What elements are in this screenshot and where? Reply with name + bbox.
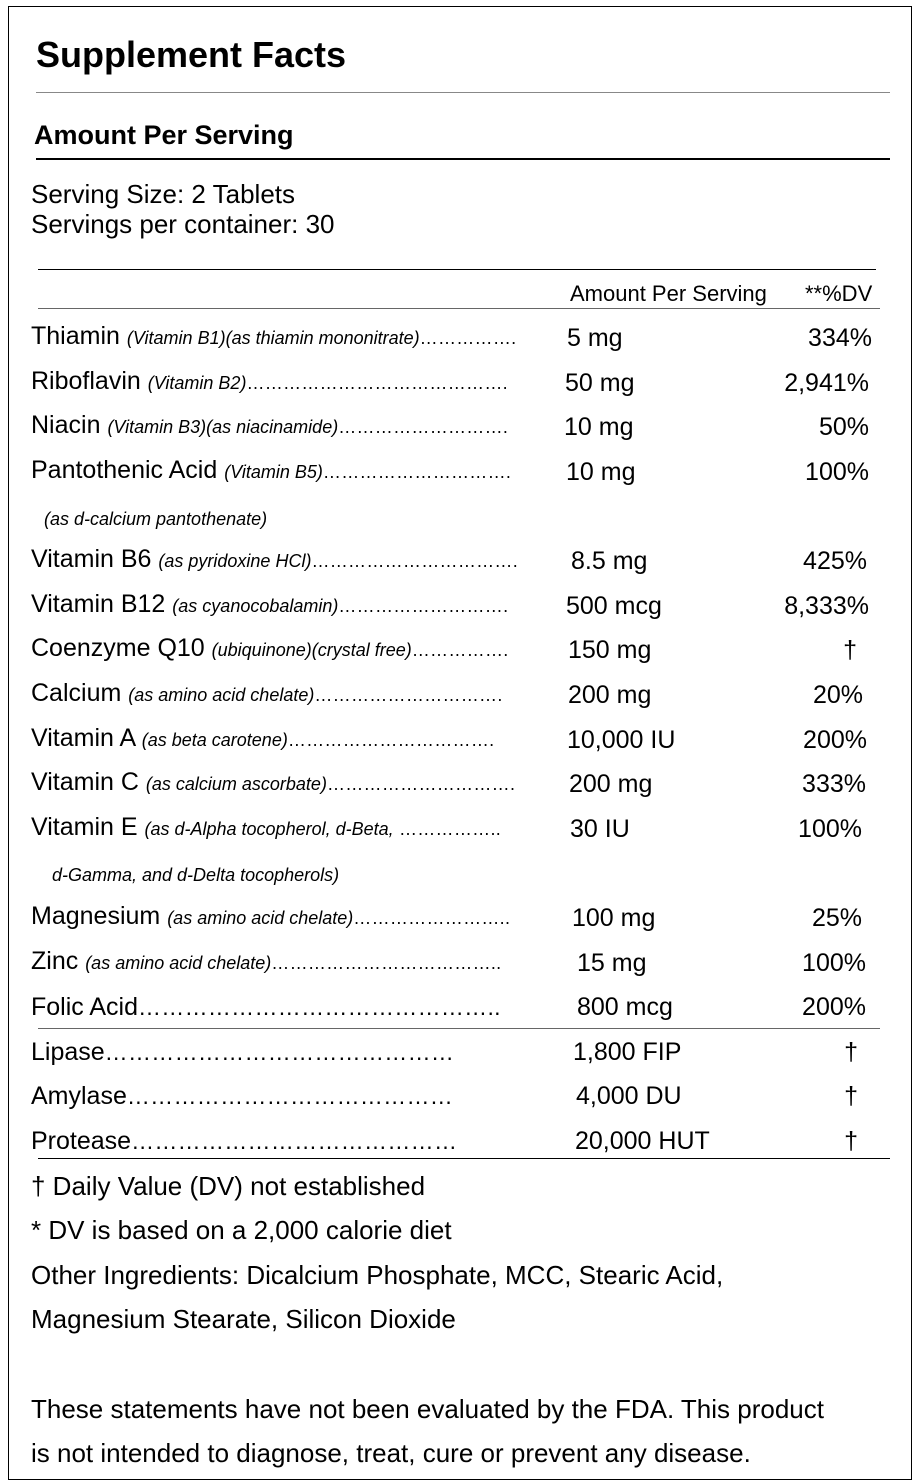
enzyme-amount: 1,800 FIP bbox=[573, 1038, 682, 1066]
nutrient-amount: 500 mcg bbox=[566, 592, 662, 620]
enzyme-name: Protease…………………………………… bbox=[31, 1127, 458, 1155]
nutrient-amount: 200 mg bbox=[568, 681, 652, 709]
nutrient-dv: 425% bbox=[803, 547, 867, 575]
enzyme-dv: † bbox=[844, 1038, 858, 1066]
fda-disclaimer-line-2: is not intended to diagnose, treat, cure or prevent any disease. bbox=[31, 1438, 751, 1468]
other-ingredients-line-2: Magnesium Stearate, Silicon Dioxide bbox=[31, 1304, 456, 1334]
nutrient-amount: 8.5 mg bbox=[571, 547, 648, 575]
footnote-rule bbox=[38, 1158, 890, 1159]
nutrient-name: Pantothenic Acid (Vitamin B5)…………………………. bbox=[31, 456, 512, 484]
table-row bbox=[31, 811, 911, 847]
vitamin-e-source-continuation: d-Gamma, and d-Delta tocopherols) bbox=[52, 865, 340, 885]
fda-disclaimer-line-1: These statements have not been evaluated by the FDA. This product bbox=[31, 1394, 824, 1424]
table-row bbox=[31, 900, 911, 936]
enzyme-name: Lipase……………………………………… bbox=[31, 1038, 455, 1066]
enzyme-amount: 4,000 DU bbox=[576, 1082, 682, 1110]
table-row bbox=[31, 588, 911, 624]
nutrient-amount: 15 mg bbox=[577, 949, 647, 977]
nutrient-dv: 8,333% bbox=[784, 592, 869, 620]
table-row bbox=[31, 677, 911, 713]
nutrient-dv: 100% bbox=[798, 815, 862, 843]
nutrient-name: Vitamin A (as beta carotene)……………………………. bbox=[31, 724, 495, 752]
dagger-footnote: † Daily Value (DV) not established bbox=[31, 1171, 426, 1201]
nutrient-dv: 200% bbox=[803, 726, 867, 754]
nutrient-name: Calcium (as amino acid chelate)…………………………. bbox=[31, 679, 503, 707]
column-header-rule bbox=[38, 308, 880, 309]
nutrient-dv: 334% bbox=[808, 324, 872, 352]
nutrient-name: Vitamin E (as d-Alpha tocopherol, d-Beta, …………….. bbox=[31, 813, 502, 841]
nutrient-name: Vitamin B6 (as pyridoxine HCl)……………………………. bbox=[31, 545, 519, 573]
nutrient-amount: 10 mg bbox=[566, 458, 636, 486]
table-row bbox=[31, 632, 911, 668]
subtitle-rule bbox=[36, 158, 890, 160]
enzyme-dv: † bbox=[844, 1082, 858, 1110]
serving-rule bbox=[38, 269, 876, 270]
enzyme-name: Amylase…………………………………… bbox=[31, 1082, 454, 1110]
column-header-amount: Amount Per Serving bbox=[570, 281, 767, 306]
nutrient-dv: 20% bbox=[812, 681, 863, 709]
nutrient-name: Magnesium (as amino acid chelate)…………………….. bbox=[31, 902, 511, 930]
nutrient-dv: † bbox=[843, 636, 857, 664]
title-rule bbox=[36, 92, 890, 93]
nutrient-dv: 50% bbox=[818, 413, 869, 441]
table-row bbox=[31, 365, 911, 401]
nutrient-amount: 10 mg bbox=[564, 413, 634, 441]
nutrient-amount: 200 mg bbox=[569, 770, 653, 798]
table-row bbox=[31, 320, 911, 356]
nutrient-amount: 50 mg bbox=[565, 369, 635, 397]
table-row bbox=[31, 766, 911, 802]
nutrient-dv: 200% bbox=[802, 993, 866, 1021]
table-row bbox=[31, 543, 911, 579]
table-row bbox=[31, 409, 911, 445]
nutrient-amount: 800 mcg bbox=[577, 993, 673, 1021]
table-row bbox=[31, 1034, 911, 1070]
nutrient-amount: 10,000 IU bbox=[567, 726, 676, 754]
enzyme-amount: 20,000 HUT bbox=[575, 1127, 710, 1155]
nutrient-name: Coenzyme Q10 (ubiquinone)(crystal free)……………. bbox=[31, 634, 509, 662]
nutrient-amount: 150 mg bbox=[568, 636, 652, 664]
nutrient-name: Vitamin B12 (as cyanocobalamin)………………………. bbox=[31, 590, 509, 618]
table-row bbox=[31, 1123, 911, 1159]
serving-size: Serving Size: 2 Tablets bbox=[31, 179, 295, 209]
servings-per-container: Servings per container: 30 bbox=[31, 209, 335, 239]
nutrient-name: Niacin (Vitamin B3)(as niacinamide)………………………. bbox=[31, 411, 509, 439]
nutrient-amount: 5 mg bbox=[567, 324, 623, 352]
table-row bbox=[31, 454, 911, 490]
enzyme-dv: † bbox=[844, 1127, 858, 1155]
nutrient-name: Zinc (as amino acid chelate)……………………………….. bbox=[31, 947, 502, 975]
nutrient-name: Riboflavin (Vitamin B2)……………………………………. bbox=[31, 367, 508, 395]
table-row bbox=[31, 945, 911, 981]
amount-per-serving-heading: Amount Per Serving bbox=[34, 120, 294, 150]
nutrient-name: Vitamin C (as calcium ascorbate)…………………………. bbox=[31, 768, 516, 796]
nutrient-amount: 30 IU bbox=[570, 815, 630, 843]
table-row bbox=[31, 1078, 911, 1114]
column-header-dv: **%DV bbox=[805, 281, 873, 306]
nutrient-dv: 100% bbox=[805, 458, 869, 486]
nutrient-dv: 333% bbox=[802, 770, 866, 798]
pantothenic-source-continuation: (as d-calcium pantothenate) bbox=[44, 509, 268, 529]
nutrient-amount: 100 mg bbox=[572, 904, 656, 932]
table-row bbox=[31, 722, 911, 758]
nutrient-name: Thiamin (Vitamin B1)(as thiamin mononitrate)……………. bbox=[31, 322, 517, 350]
table-row bbox=[31, 989, 911, 1025]
nutrient-dv: 100% bbox=[802, 949, 866, 977]
nutrient-dv: 25% bbox=[811, 904, 862, 932]
panel-title: Supplement Facts bbox=[36, 34, 347, 75]
other-ingredients-line-1: Other Ingredients: Dicalcium Phosphate, MCC, Stearic Acid, bbox=[31, 1260, 724, 1290]
nutrient-dv: 2,941% bbox=[784, 369, 869, 397]
nutrient-name: Folic Acid……………………………………….. bbox=[31, 993, 501, 1021]
enzymes-rule bbox=[38, 1028, 880, 1029]
dv-basis-footnote: * DV is based on a 2,000 calorie diet bbox=[31, 1215, 452, 1245]
